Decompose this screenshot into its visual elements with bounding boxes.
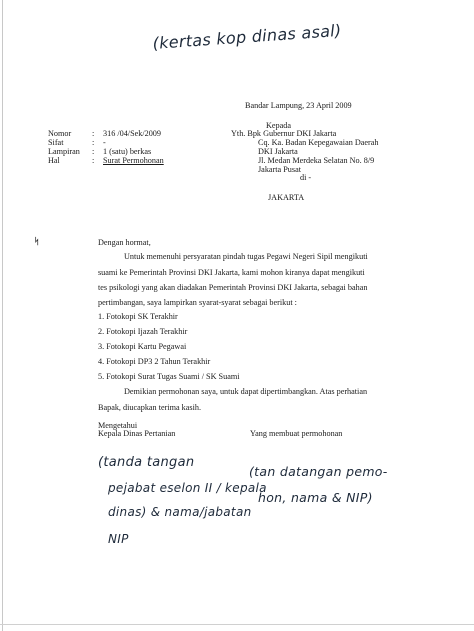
nomor-label: Nomor xyxy=(48,129,72,138)
page-edge-left xyxy=(2,0,3,631)
recipient-line-4: Jl. Medan Merdeka Selatan No. 8/9 xyxy=(258,156,375,165)
handwritten-note-left: (tanda tangan xyxy=(98,455,195,470)
sifat-label: Sifat xyxy=(48,138,64,147)
attachment-item: 5. Fotokopi Surat Tugas Suami / SK Suami xyxy=(98,372,240,381)
handwritten-note-right: hon, nama & NIP) xyxy=(258,490,373,505)
sifat-colon: : xyxy=(92,138,95,147)
lampiran-value: 1 (satu) berkas xyxy=(103,147,152,156)
paragraph-line: tes psikologi yang akan diadakan Pemerintah Provinsi DKI Jakarta, sebagai bahan xyxy=(98,283,368,292)
lampiran-colon: : xyxy=(92,147,95,156)
handwritten-note-left: NIP xyxy=(108,532,129,546)
handwritten-note-right: (tan datangan pemo- xyxy=(249,464,388,479)
paragraph-line: Untuk memenuhi persyaratan pindah tugas Pegawi Negeri Sipil mengikuti xyxy=(124,252,368,261)
nomor-value: 316 /04/Sek/2009 xyxy=(103,129,161,138)
closing-line: Demikian permohonan saya, untuk dapat dipertimbangkan. Atas perhatian xyxy=(124,387,368,396)
recipient-kepada: Kepada xyxy=(266,121,292,130)
signature-left-position: Kepala Dinas Pertanian xyxy=(98,429,176,438)
recipient-city: JAKARTA xyxy=(268,193,305,202)
handwritten-header-note: (kertas kop dinas asal) xyxy=(152,20,343,53)
recipient-line-5: Jakarta Pusat xyxy=(258,165,301,174)
hal-label: Hal xyxy=(48,156,60,165)
closing-line: Bapak, diucapkan terima kasih. xyxy=(98,403,201,412)
hal-value: Surat Permohonan xyxy=(103,156,164,165)
recipient-line-6: di - xyxy=(300,173,312,182)
attachment-item: 3. Fotokopi Kartu Pegawai xyxy=(98,342,187,351)
hal-colon: : xyxy=(92,156,95,165)
paragraph-line: pertimbangan, saya lampirkan syarat-syarat sebagai berikut : xyxy=(98,298,297,307)
recipient-line-2: Cq. Ka. Badan Kepegawaian Daerah xyxy=(258,138,379,147)
page-edge-bottom xyxy=(0,624,474,625)
attachment-item: 2. Fotokopi Ijazah Terakhir xyxy=(98,327,188,336)
handwritten-note-left: pejabat eselon II / kepala xyxy=(108,481,267,495)
signature-right-title: Yang membuat permohonan xyxy=(250,429,343,438)
attachment-item: 1. Fotokopi SK Terakhir xyxy=(98,312,178,321)
recipient-line-3: DKI Jakarta xyxy=(258,147,298,156)
nomor-colon: : xyxy=(92,129,95,138)
attachment-item: 4. Fotokopi DP3 2 Tahun Terakhir xyxy=(98,357,211,366)
lampiran-label: Lampiran xyxy=(48,147,80,156)
handwritten-note-left: dinas) & nama/jabatan xyxy=(108,505,252,519)
sifat-value: - xyxy=(103,138,106,147)
recipient-line-1: Yth. Bpk Gubernur DKI Jakarta xyxy=(231,129,337,138)
place-date: Bandar Lampung, 23 April 2009 xyxy=(245,101,352,110)
margin-mark: ᛋ xyxy=(34,236,40,246)
signature-left-title: Mengetahui xyxy=(98,421,138,430)
paragraph-line: suami ke Pemerintah Provinsi DKI Jakarta, kami mohon kiranya dapat mengikuti xyxy=(98,268,365,277)
greeting: Dengan hormat, xyxy=(98,238,151,247)
